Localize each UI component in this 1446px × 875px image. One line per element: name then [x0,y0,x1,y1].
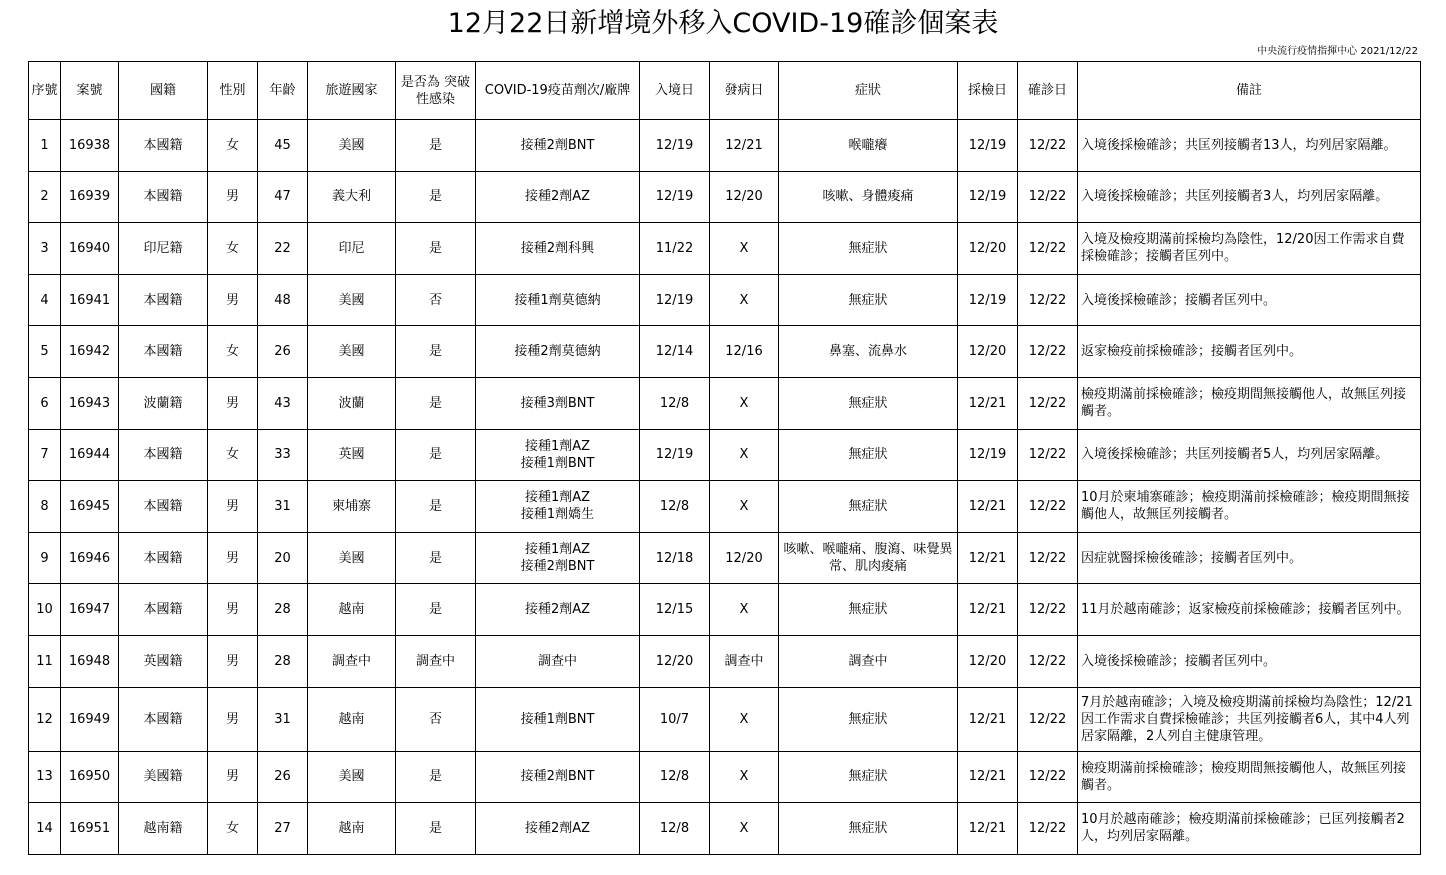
cell-sex: 女 [208,326,258,378]
cell-entry: 12/19 [640,171,710,223]
cell-symptoms: 鼻塞、流鼻水 [779,326,958,378]
cell-age: 31 [258,481,308,533]
cell-symptoms: 無症狀 [779,584,958,636]
cell-confirm: 12/22 [1018,532,1078,584]
cell-case: 16945 [61,481,119,533]
cell-confirm: 12/22 [1018,223,1078,275]
cell-travel: 英國 [308,429,396,481]
cell-test: 12/21 [958,687,1018,751]
table-row [29,171,1421,223]
cell-sex: 男 [208,274,258,326]
table-row [29,635,1421,687]
cell-confirm: 12/22 [1018,429,1078,481]
cell-sex: 男 [208,687,258,751]
cell-symptoms: 咳嗽、喉嚨痛、腹瀉、味覺異常、肌肉痠痛 [779,532,958,584]
cell-age: 28 [258,584,308,636]
cell-symptoms: 咳嗽、身體痠痛 [779,171,958,223]
cell-travel: 美國 [308,532,396,584]
cell-age: 45 [258,120,308,172]
cell-note: 因症就醫採檢後確診；接觸者匡列中。 [1078,532,1421,584]
cell-breakthrough: 是 [396,584,476,636]
cell-confirm: 12/22 [1018,584,1078,636]
cell-onset: X [710,429,779,481]
cell-symptoms: 無症狀 [779,751,958,803]
cell-note: 入境後採檢確診；共匡列接觸者13人，均列居家隔離。 [1078,120,1421,172]
cell-no: 2 [29,171,61,223]
cell-test: 12/21 [958,377,1018,429]
cell-note: 7月於越南確診；入境及檢疫期滿前採檢均為陰性；12/21因工作需求自費採檢確診；共匡列接觸者6人，其中4人列居家隔離，2人列自主健康管理。 [1078,687,1421,751]
table-row [29,751,1421,803]
cell-travel: 美國 [308,120,396,172]
col-header-no: 序號 [29,62,61,120]
cell-age: 26 [258,326,308,378]
cell-case: 16950 [61,751,119,803]
cell-nationality: 本國籍 [119,326,208,378]
col-header-vaccine: COVID-19疫苗劑次/廠牌 [476,62,640,120]
cell-nationality: 美國籍 [119,751,208,803]
cell-age: 33 [258,429,308,481]
cell-sex: 男 [208,377,258,429]
cell-onset: X [710,223,779,275]
cell-symptoms: 無症狀 [779,223,958,275]
cell-onset: 12/20 [710,171,779,223]
cell-onset: X [710,481,779,533]
cell-no: 10 [29,584,61,636]
cell-confirm: 12/22 [1018,274,1078,326]
cell-no: 13 [29,751,61,803]
cell-vaccine: 接種2劑AZ [476,171,640,223]
cell-onset: 12/21 [710,120,779,172]
cell-confirm: 12/22 [1018,803,1078,855]
cell-case: 16939 [61,171,119,223]
cell-nationality: 本國籍 [119,687,208,751]
cell-confirm: 12/22 [1018,687,1078,751]
cell-sex: 男 [208,635,258,687]
cell-breakthrough: 是 [396,481,476,533]
col-header-entry: 入境日 [640,62,710,120]
cell-confirm: 12/22 [1018,120,1078,172]
cell-entry: 12/8 [640,481,710,533]
cell-case: 16948 [61,635,119,687]
cell-test: 12/19 [958,171,1018,223]
cell-breakthrough: 否 [396,274,476,326]
source-date: 中央流行疫情指揮中心 2021/12/22 [1257,46,1418,57]
cell-breakthrough: 是 [396,532,476,584]
header-row [29,62,1421,120]
cell-travel: 美國 [308,751,396,803]
cell-test: 12/21 [958,532,1018,584]
cell-travel: 越南 [308,687,396,751]
cell-case: 16946 [61,532,119,584]
cell-entry: 12/18 [640,532,710,584]
cell-age: 43 [258,377,308,429]
cell-nationality: 本國籍 [119,274,208,326]
cell-entry: 12/14 [640,326,710,378]
cell-note: 入境後採檢確診；共匡列接觸者3人，均列居家隔離。 [1078,171,1421,223]
cell-no: 6 [29,377,61,429]
col-header-age: 年齡 [258,62,308,120]
cell-vaccine: 接種1劑AZ 接種1劑嬌生 [476,481,640,533]
cell-sex: 男 [208,481,258,533]
cell-nationality: 本國籍 [119,171,208,223]
cell-symptoms: 無症狀 [779,429,958,481]
cell-test: 12/19 [958,120,1018,172]
cell-sex: 男 [208,751,258,803]
cell-no: 5 [29,326,61,378]
cell-sex: 女 [208,120,258,172]
cell-vaccine: 接種3劑BNT [476,377,640,429]
cell-note: 10月於柬埔寨確診；檢疫期滿前採檢確診；檢疫期間無接觸他人，故無匡列接觸者。 [1078,481,1421,533]
cell-travel: 調查中 [308,635,396,687]
cell-nationality: 波蘭籍 [119,377,208,429]
cell-case: 16947 [61,584,119,636]
cell-case: 16941 [61,274,119,326]
cell-no: 7 [29,429,61,481]
cell-onset: X [710,377,779,429]
cell-case: 16938 [61,120,119,172]
cell-onset: X [710,687,779,751]
cell-case: 16940 [61,223,119,275]
cell-breakthrough: 是 [396,377,476,429]
cell-test: 12/20 [958,326,1018,378]
col-header-nationality: 國籍 [119,62,208,120]
cell-case: 16949 [61,687,119,751]
cell-vaccine: 接種2劑BNT [476,120,640,172]
col-header-confirm: 確診日 [1018,62,1078,120]
col-header-sex: 性別 [208,62,258,120]
cell-no: 14 [29,803,61,855]
case-table [28,61,1421,855]
cell-travel: 義大利 [308,171,396,223]
cell-test: 12/21 [958,584,1018,636]
cell-age: 28 [258,635,308,687]
cell-note: 11月於越南確診；返家檢疫前採檢確診；接觸者匡列中。 [1078,584,1421,636]
table-row [29,584,1421,636]
cell-test: 12/21 [958,481,1018,533]
cell-note: 入境後採檢確診；共匡列接觸者5人，均列居家隔離。 [1078,429,1421,481]
cell-case: 16943 [61,377,119,429]
cell-travel: 美國 [308,274,396,326]
cell-no: 12 [29,687,61,751]
cell-vaccine: 調查中 [476,635,640,687]
cell-age: 20 [258,532,308,584]
cell-confirm: 12/22 [1018,171,1078,223]
cell-breakthrough: 是 [396,751,476,803]
cell-entry: 12/8 [640,377,710,429]
cell-travel: 波蘭 [308,377,396,429]
cell-entry: 12/20 [640,635,710,687]
cell-note: 檢疫期滿前採檢確診；檢疫期間無接觸他人，故無匡列接觸者。 [1078,751,1421,803]
cell-note: 入境後採檢確診；接觸者匡列中。 [1078,635,1421,687]
table-row [29,429,1421,481]
cell-case: 16944 [61,429,119,481]
cell-vaccine: 接種2劑AZ [476,803,640,855]
cell-breakthrough: 是 [396,120,476,172]
cell-no: 3 [29,223,61,275]
col-header-case: 案號 [61,62,119,120]
cell-age: 27 [258,803,308,855]
col-header-symptoms: 症狀 [779,62,958,120]
cell-breakthrough: 是 [396,171,476,223]
cell-travel: 美國 [308,326,396,378]
cell-no: 1 [29,120,61,172]
cell-note: 10月於越南確診；檢疫期滿前採檢確診；已匡列接觸者2人，均列居家隔離。 [1078,803,1421,855]
cell-age: 31 [258,687,308,751]
cell-note: 入境及檢疫期滿前採檢均為陰性，12/20因工作需求自費採檢確診；接觸者匡列中。 [1078,223,1421,275]
cell-age: 26 [258,751,308,803]
cell-onset: X [710,803,779,855]
cell-nationality: 越南籍 [119,803,208,855]
cell-nationality: 本國籍 [119,120,208,172]
col-header-travel: 旅遊國家 [308,62,396,120]
cell-note: 返家檢疫前採檢確診；接觸者匡列中。 [1078,326,1421,378]
cell-nationality: 本國籍 [119,429,208,481]
cell-case: 16951 [61,803,119,855]
cell-nationality: 英國籍 [119,635,208,687]
table-row [29,377,1421,429]
cell-sex: 女 [208,223,258,275]
cell-symptoms: 無症狀 [779,803,958,855]
cell-test: 12/21 [958,751,1018,803]
table-row [29,532,1421,584]
cell-test: 12/20 [958,635,1018,687]
cell-nationality: 印尼籍 [119,223,208,275]
cell-breakthrough: 是 [396,429,476,481]
cell-test: 12/21 [958,803,1018,855]
cell-onset: X [710,584,779,636]
cell-symptoms: 無症狀 [779,377,958,429]
cell-travel: 越南 [308,584,396,636]
cell-breakthrough: 是 [396,326,476,378]
cell-entry: 11/22 [640,223,710,275]
cell-onset: 調查中 [710,635,779,687]
cell-vaccine: 接種1劑BNT [476,687,640,751]
cell-nationality: 本國籍 [119,481,208,533]
cell-sex: 男 [208,584,258,636]
cell-symptoms: 無症狀 [779,687,958,751]
cell-vaccine: 接種1劑莫德納 [476,274,640,326]
col-header-note: 備註 [1078,62,1421,120]
cell-entry: 12/8 [640,751,710,803]
cell-symptoms: 調查中 [779,635,958,687]
cell-vaccine: 接種2劑科興 [476,223,640,275]
cell-sex: 男 [208,171,258,223]
cell-entry: 12/19 [640,429,710,481]
cell-no: 11 [29,635,61,687]
table-row [29,481,1421,533]
cell-onset: X [710,274,779,326]
cell-note: 檢疫期滿前採檢確診；檢疫期間無接觸他人，故無匡列接觸者。 [1078,377,1421,429]
table-row [29,274,1421,326]
cell-age: 22 [258,223,308,275]
cell-vaccine: 接種1劑AZ 接種2劑BNT [476,532,640,584]
cell-vaccine: 接種2劑莫德納 [476,326,640,378]
col-header-breakthrough: 是否為 突破性感染 [396,62,476,120]
cell-symptoms: 無症狀 [779,481,958,533]
cell-test: 12/19 [958,429,1018,481]
cell-confirm: 12/22 [1018,751,1078,803]
cell-confirm: 12/22 [1018,481,1078,533]
cell-breakthrough: 調查中 [396,635,476,687]
table-row [29,326,1421,378]
cell-vaccine: 接種2劑BNT [476,751,640,803]
cell-symptoms: 無症狀 [779,274,958,326]
cell-vaccine: 接種2劑AZ [476,584,640,636]
cell-entry: 12/15 [640,584,710,636]
cell-test: 12/20 [958,223,1018,275]
cell-onset: 12/20 [710,532,779,584]
cell-breakthrough: 否 [396,687,476,751]
table-row [29,687,1421,751]
table-row [29,120,1421,172]
cell-sex: 女 [208,429,258,481]
cell-entry: 12/8 [640,803,710,855]
cell-no: 4 [29,274,61,326]
col-header-test: 採檢日 [958,62,1018,120]
cell-onset: X [710,751,779,803]
cell-confirm: 12/22 [1018,377,1078,429]
cell-case: 16942 [61,326,119,378]
cell-breakthrough: 是 [396,223,476,275]
cell-travel: 越南 [308,803,396,855]
cell-confirm: 12/22 [1018,635,1078,687]
cell-travel: 柬埔寨 [308,481,396,533]
cell-symptoms: 喉嚨癢 [779,120,958,172]
table-row [29,803,1421,855]
cell-confirm: 12/22 [1018,326,1078,378]
page-title: 12月22日新增境外移入COVID-19確診個案表 [447,8,999,39]
cell-sex: 女 [208,803,258,855]
cell-vaccine: 接種1劑AZ 接種1劑BNT [476,429,640,481]
cell-no: 9 [29,532,61,584]
cell-travel: 印尼 [308,223,396,275]
cell-entry: 12/19 [640,120,710,172]
cell-nationality: 本國籍 [119,584,208,636]
col-header-onset: 發病日 [710,62,779,120]
cell-sex: 男 [208,532,258,584]
cell-age: 47 [258,171,308,223]
cell-breakthrough: 是 [396,803,476,855]
cell-no: 8 [29,481,61,533]
cell-test: 12/19 [958,274,1018,326]
cell-onset: 12/16 [710,326,779,378]
cell-entry: 10/7 [640,687,710,751]
cell-nationality: 本國籍 [119,532,208,584]
table-row [29,223,1421,275]
cell-age: 48 [258,274,308,326]
cell-note: 入境後採檢確診；接觸者匡列中。 [1078,274,1421,326]
cell-entry: 12/19 [640,274,710,326]
